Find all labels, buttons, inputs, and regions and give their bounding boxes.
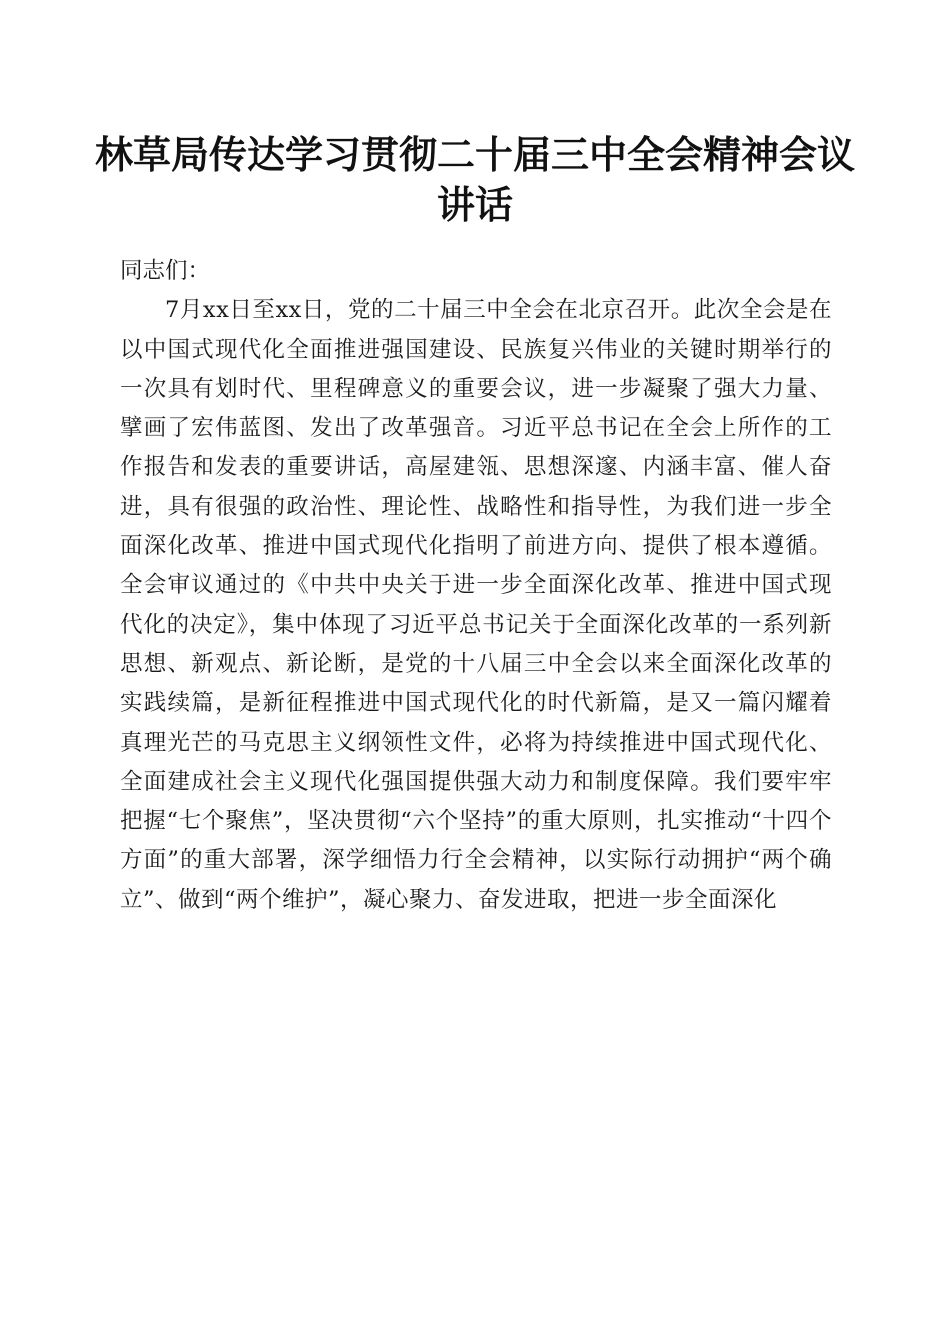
document-title: [90, 130, 860, 230]
title-line-1: 林草局传达学习贯彻二十届三中全会精神会议: [94, 132, 855, 177]
body-paragraph: 7月xx日至xx日，党的二十届三中全会在北京召开。此次全会是在以中国式现代化全面推进强国建设、民族复兴伟业的关键时期举行的一次具有划时代、里程碑意义的重要会议，进一步凝聚了强大力量、擘画了宏伟蓝图、发出了改革强音。习近平总书记在全会上所作的工作报告和发表的重要讲话，高屋建瓴、思想深邃、内涵丰富、催人奋进，具有很强的政治性、理论性、战略性和指导性，为我们进一步全面深化改革、推进中国式现代化指明了前进方向、提供了根本遵循。全会审议通过的《中共中央关于进一步全面深化改革、推进中国式现代化的决定》，集中体现了习近平总书记关于全面深化改革的一系列新思想、新观点、新论断，是党的十八届三中全会以来全面深化改革的实践续篇，是新征程推进中国式现代化的时代新篇，是又一篇闪耀着真理光芒的马克思主义纲领性文件，必将为持续推进中国式现代化、全面建成社会主义现代化强国提供强大动力和制度保障。我们要牢牢把握“七个聚焦”，坚决贯彻“六个坚持”的重大原则，扎实推动“十四个方面”的重大部署，深学细悟力行全会精神，以实际行动拥护“两个确立”、做到“两个维护”，凝心聚力、奋发进取，把进一步全面深化: [120, 297, 832, 913]
salutation: 同志们：: [120, 258, 211, 284]
title-line-2: 讲话: [436, 182, 513, 227]
document-body: [120, 252, 832, 920]
